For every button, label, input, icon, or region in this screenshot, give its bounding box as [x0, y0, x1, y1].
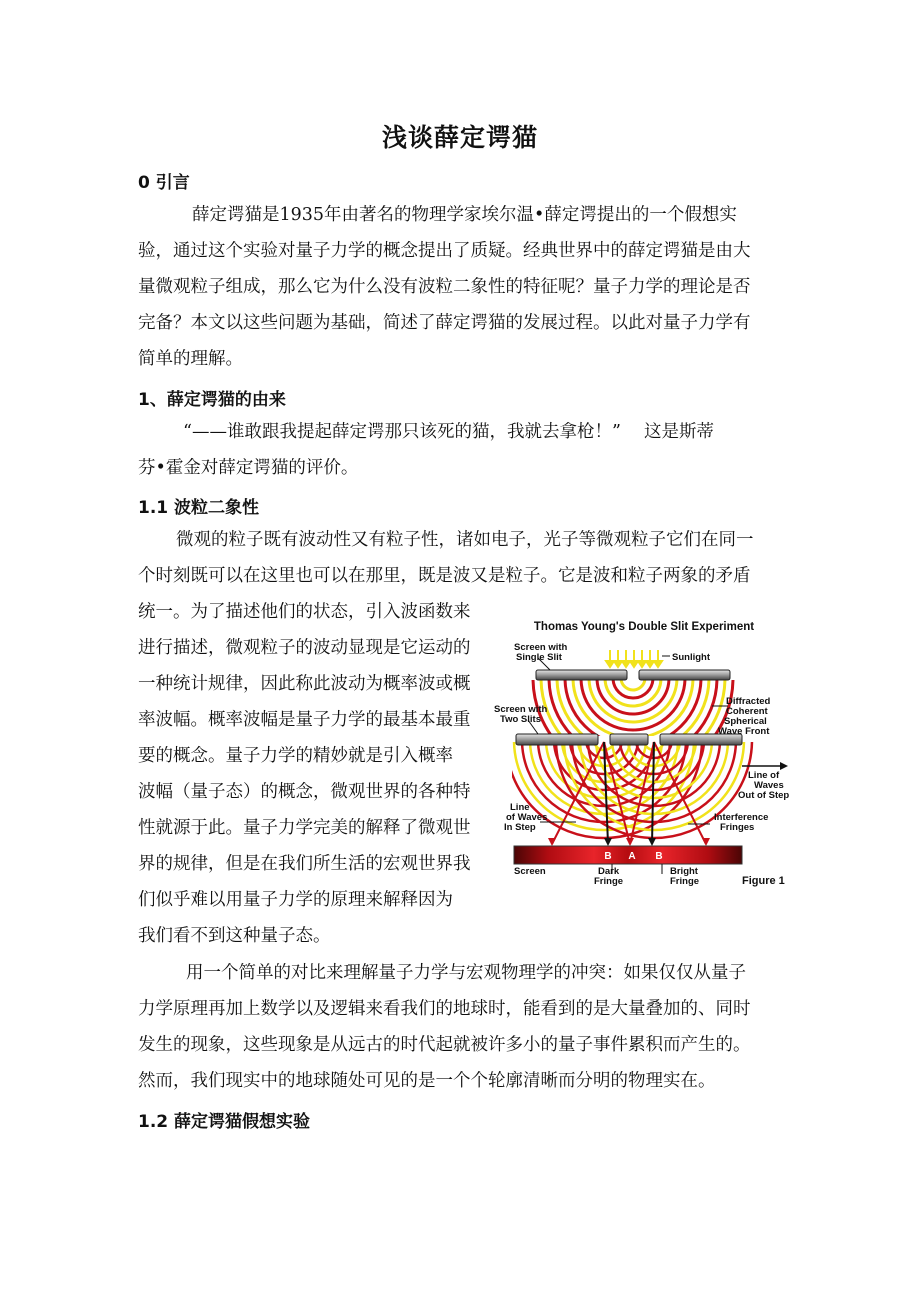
label-screen-single-slit-2: Single Slit — [516, 652, 562, 663]
page-title: 浅谈薛定谔猫 — [381, 123, 538, 152]
section-heading-intro: 0 引言 — [138, 173, 190, 193]
paragraph-line: 统一。为了描述他们的状态，引入波函数来 — [138, 602, 471, 622]
label-in-step: In Step — [504, 822, 536, 833]
quote-line: “——谁敢跟我提起薛定谔那只该死的猫，我就去拿枪！” 这是斯蒂 — [183, 422, 714, 442]
section-heading-origin: 1、薛定谔猫的由来 — [138, 390, 286, 410]
label-screen: Screen — [514, 866, 546, 877]
fringe-label-b-right: B — [655, 851, 663, 862]
paragraph-line: 然而，我们现实中的地球随处可见的是一个个轮廓清晰而分明的物理实在。 — [138, 1071, 716, 1091]
paragraph-line: 验，通过这个实验对量子力学的概念提出了质疑。经典世界中的薛定谔猫是由大 — [138, 241, 751, 261]
section-heading-thought-experiment: 1.2 薛定谔猫假想实验 — [138, 1112, 311, 1132]
label-screen-single-slit: Screen with — [514, 642, 568, 653]
double-slit-diagram — [492, 612, 798, 902]
label-fringes: Fringes — [720, 822, 755, 833]
label-dark: Dark — [598, 866, 620, 877]
fringe-label-a: A — [628, 851, 636, 862]
label-spherical: Spherical — [724, 716, 767, 727]
label-interference: Interference — [714, 812, 769, 823]
label-wave-front: Wave Front — [718, 726, 770, 737]
label-waves-out: Waves — [754, 780, 784, 791]
paragraph-line: 们似乎难以用量子力学的原理来解释因为 — [138, 890, 453, 910]
paragraph-line: 发生的现象，这些现象是从远古的时代起就被许多小的量子事件累积而产生的。 — [138, 1035, 751, 1055]
paragraph-line: 我们看不到这种量子态。 — [138, 926, 331, 946]
section-heading-wave-particle: 1.1 波粒二象性 — [138, 498, 260, 518]
figure-caption: Figure 1 — [742, 875, 785, 887]
paragraph-line: 界的规律，但是在我们所生活的宏观世界我 — [138, 854, 471, 874]
label-diffracted: Diffracted — [726, 696, 771, 707]
label-line-of-waves-out: Line of — [748, 770, 780, 781]
label-out-of-step: Out of Step — [738, 790, 790, 801]
figure-title: Thomas Young's Double Slit Experiment — [533, 621, 755, 633]
paragraph-line: 波幅（量子态）的概念，微观世界的各种特 — [138, 782, 471, 802]
single-slit-screen — [536, 670, 730, 680]
sunlight-arrows — [606, 650, 670, 667]
label-dark-fringe: Fringe — [594, 876, 624, 887]
paragraph-line: 率波幅。概率波幅是量子力学的最基本最重 — [138, 710, 471, 730]
detection-screen — [514, 846, 742, 864]
paragraph-line: 进行描述，微观粒子的波动显现是它运动的 — [138, 638, 471, 658]
two-slit-screen — [516, 734, 742, 745]
label-bright: Bright — [670, 866, 698, 877]
label-screen-two-slits: Screen with — [494, 704, 548, 715]
paragraph-line: 量微观粒子组成，那么它为什么没有波粒二象性的特征呢？量子力学的理论是否 — [138, 277, 751, 297]
paragraph-line: 简单的理解。 — [138, 349, 243, 369]
paragraph-line: 个时刻既可以在这里也可以在那里，既是波又是粒子。它是波和粒子两象的矛盾 — [138, 566, 751, 586]
paragraph-line: 薛定谔猫是1935年由著名的物理学家埃尔温•薛定谔提出的一个假想实 — [192, 205, 737, 225]
label-coherent: Coherent — [726, 706, 768, 717]
paragraph-line: 完备？本文以这些问题为基础，简述了薛定谔猫的发展过程。以此对量子力学有 — [138, 313, 751, 333]
paragraph-line: 一种统计规律，因此称此波动为概率波或概 — [138, 674, 471, 694]
paragraph-line: 微观的粒子既有波动性又有粒子性，诸如电子，光子等微观粒子它们在同一 — [176, 530, 754, 550]
double-slit-figure — [492, 612, 798, 902]
quote-line: 芬•霍金对薛定谔猫的评价。 — [138, 458, 359, 478]
label-sunlight: Sunlight — [672, 652, 710, 663]
paragraph-line: 性就源于此。量子力学完美的解释了微观世 — [138, 818, 471, 838]
label-bright-fringe: Fringe — [670, 876, 700, 887]
label-screen-two-slits-2: Two Slits — [500, 714, 541, 725]
paragraph-line: 力学原理再加上数学以及逻辑来看我们的地球时，能看到的是大量叠加的、同时 — [138, 999, 751, 1019]
fringe-label-b-left: B — [604, 851, 612, 862]
label-line-in: Line — [510, 802, 530, 813]
paragraph-line: 用一个简单的对比来理解量子力学与宏观物理学的冲突：如果仅仅从量子 — [186, 963, 746, 983]
paragraph-line: 要的概念。量子力学的精妙就是引入概率 — [138, 746, 453, 766]
label-of-waves-in: of Waves — [506, 812, 548, 823]
